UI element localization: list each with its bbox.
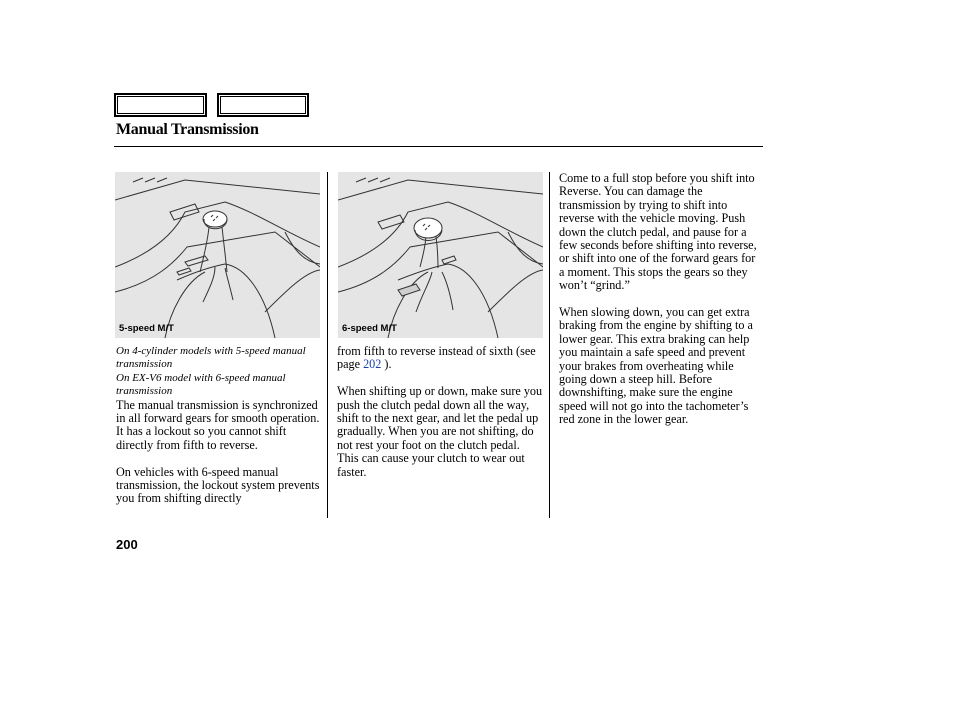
text-span: ). (381, 357, 392, 372)
figure-note-5-speed: On 4-cylinder models with 5-speed manual transmission (116, 345, 306, 371)
column-3 (559, 172, 763, 427)
shifter-illustration-5-speed (115, 172, 320, 338)
figure-5-speed-shifter (115, 172, 320, 338)
section-tab-box-2 (217, 93, 309, 117)
paragraph: Come to a full stop before you shift into Reverse. You can damage the transmission by trying to shift into reverse with the vehicle moving. Push down the clutch pedal, and pause for a few seconds before shifting into reverse, or shift into one of the forward gears for a moment. This stops the gears so they won’t “grind.” (559, 171, 757, 293)
paragraph (337, 345, 543, 372)
page-reference-link[interactable]: 202 (363, 357, 382, 372)
text-span: from fifth to reverse instead of sixth (see page (337, 344, 536, 372)
column-divider-2 (549, 172, 550, 518)
paragraph: On vehicles with 6-speed manual transmission, the lockout system prevents you from shifting directly (116, 464, 320, 506)
shifter-illustration-6-speed (338, 172, 543, 338)
figure-note-6-speed: On EX-V6 model with 6-speed manual transmission (116, 371, 286, 398)
column-divider-1 (327, 172, 328, 518)
figure-6-speed-shifter (338, 172, 543, 338)
figure-caption: 5-speed M/T (119, 323, 174, 334)
page-number: 200 (116, 537, 138, 552)
figure-caption: 6-speed M/T (342, 323, 397, 334)
page-title: Manual Transmission (116, 121, 259, 138)
section-tab-box-1 (114, 93, 207, 117)
column-2 (337, 345, 543, 479)
paragraph: The manual transmission is synchronized in all forward gears for smooth operation. It has a lockout so you cannot shift directly from fifth to reverse. (116, 397, 320, 452)
header-rule (114, 146, 763, 147)
paragraph: When slowing down, you can get extra braking from the engine by shifting to a lower gear. This extra braking can help you maintain a safe speed and prevent your brakes from overheating while going down a steep hill. Before downshifting, make sure the engine speed will not go into the tachometer’s red zone in the lower gear. (559, 305, 753, 427)
paragraph: When shifting up or down, make sure you push the clutch pedal down all the way, shift to the next gear, and let the pedal up gradually. When you are not shifting, do not rest your foot on the clutch pedal. This can cause your clutch to wear out faster. (337, 384, 543, 479)
column-1 (116, 345, 322, 506)
